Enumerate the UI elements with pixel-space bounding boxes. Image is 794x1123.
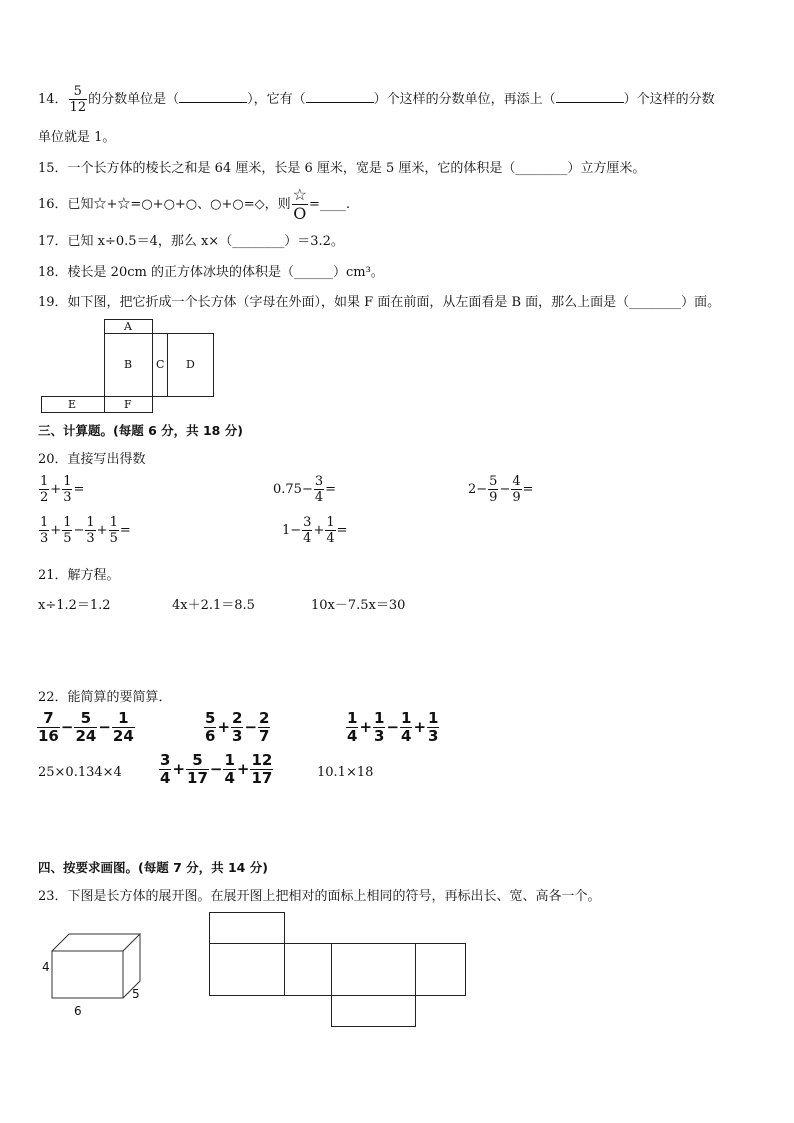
frac-den: 4 <box>401 727 412 745</box>
frac-num: 12 <box>251 751 273 769</box>
frac-num: 1 <box>63 515 72 530</box>
cuboid-top-face <box>52 934 140 951</box>
frac-num: 1 <box>326 515 335 530</box>
q14-number: 14． <box>38 92 68 107</box>
face-d-label: D <box>186 358 195 371</box>
operator: + <box>236 760 250 778</box>
question-18: 18．棱长是 20cm 的正方体冰块的体积是（______）cm³。 <box>38 265 384 280</box>
frac-num: 5 <box>205 709 216 727</box>
frac-num: 1 <box>347 709 358 727</box>
equals: = <box>325 482 337 497</box>
operator: + <box>50 523 62 538</box>
frac-den: 24 <box>112 727 134 745</box>
operator: − <box>386 718 400 736</box>
frac-num: 1 <box>112 710 135 728</box>
frac-num: 1 <box>86 515 95 530</box>
frac-num: 1 <box>428 709 439 727</box>
equals: = <box>336 523 348 538</box>
face-a-label: A <box>124 320 132 333</box>
operator: + <box>313 523 325 538</box>
q14-frac-den: 12 <box>69 100 87 115</box>
section-3-heading: 三、计算题。(每题 6 分，共 18 分) <box>38 423 243 438</box>
question-23: 23．下图是长方体的展开图。在展开图上把相对的面标上相同的符号，再标出长、宽、高各一个。 <box>38 889 601 904</box>
frac-den: 3 <box>40 531 49 546</box>
net2-face-3[interactable] <box>331 943 416 996</box>
operator: + <box>172 760 186 778</box>
operator: + <box>50 482 62 497</box>
question-19: 19．如下图，把它折成一个长方体（字母在外面），如果 F 面在前面，从左面看是 B 面，那么上面是（________）面。 <box>38 295 721 310</box>
operator: − <box>60 718 74 736</box>
equals: = <box>119 523 131 538</box>
frac-den: 4 <box>160 769 171 787</box>
cuboid-width-label: 5 <box>132 987 140 1001</box>
frac-num: 2 <box>259 709 270 727</box>
operator: − <box>499 482 511 497</box>
frac-den: 5 <box>109 531 118 546</box>
frac-num: 1 <box>224 751 235 769</box>
frac-num: 1 <box>63 474 72 489</box>
net2-face-1[interactable] <box>209 943 285 996</box>
q16-text-2: =____. <box>308 197 350 212</box>
question-20: 20．直接写出得数 <box>38 452 146 467</box>
frac-den: 4 <box>314 490 324 505</box>
question-15: 15．一个长方体的棱长之和是 64 厘米，长是 6 厘米，宽是 5 厘米，它的体积是（________）立方厘米。 <box>38 161 646 176</box>
frac-num: 1 <box>374 709 385 727</box>
equals: = <box>522 482 534 497</box>
operator: − <box>73 523 85 538</box>
frac-den: 3 <box>86 531 95 546</box>
frac-den: 5 <box>63 531 72 546</box>
frac-den: 24 <box>75 727 97 745</box>
q16-circle: O <box>293 204 307 223</box>
cuboid-height-label: 4 <box>42 960 50 974</box>
frac-num: 5 <box>74 710 97 728</box>
operator: + <box>359 718 373 736</box>
q16-text-1: 16．已知☆+☆=○+○+○、○+○=◇，则 <box>38 197 291 212</box>
section-4-heading: 四、按要求画图。(每题 7 分，共 14 分) <box>38 860 268 875</box>
frac-num: 3 <box>303 515 312 530</box>
equation-21-1: x÷1.2＝1.2 <box>38 598 111 613</box>
frac-den: 9 <box>512 490 521 505</box>
frac-den: 3 <box>374 727 385 745</box>
face-e-label: E <box>68 398 77 411</box>
prefix: 0.75− <box>273 482 313 497</box>
frac-den: 4 <box>224 769 235 787</box>
operator: + <box>413 718 427 736</box>
frac-den: 2 <box>40 490 49 505</box>
frac-den: 7 <box>259 727 270 745</box>
frac-num: 4 <box>512 474 521 489</box>
q14-text-2: ），它有（ <box>247 92 306 107</box>
question-17: 17．已知 x÷0.5＝4，那么 x×（________）＝3.2。 <box>38 234 344 249</box>
frac-den: 4 <box>347 727 358 745</box>
frac-den: 4 <box>303 531 312 546</box>
frac-num: 2 <box>232 709 243 727</box>
operator: − <box>98 718 111 736</box>
frac-num: 3 <box>314 474 324 489</box>
question-22: 22．能简算的要简算． <box>38 690 172 705</box>
frac-num: 5 <box>186 752 209 770</box>
frac-num: 1 <box>40 515 49 530</box>
frac-den: 3 <box>63 490 72 505</box>
calc22-d: 25×0.134×4 <box>38 765 122 780</box>
face-c-label: C <box>156 358 165 371</box>
frac-num: 1 <box>401 709 412 727</box>
frac-num: 1 <box>109 515 118 530</box>
frac-den: 4 <box>326 531 335 546</box>
q14-text-3: ）个这样的分数单位，再添上（ <box>373 92 556 107</box>
frac-num: 5 <box>489 474 498 489</box>
q16-star: ☆ <box>292 185 307 204</box>
operator: + <box>217 718 231 736</box>
equation-21-3: 10x－7.5x＝30 <box>311 598 406 613</box>
frac-den: 16 <box>38 727 59 745</box>
prefix: 1− <box>282 523 302 538</box>
q14-line-2: 单位就是 1。 <box>38 130 116 145</box>
question-21: 21．解方程。 <box>38 568 120 583</box>
cuboid-length-label: 6 <box>74 1004 82 1018</box>
cuboid-front-face <box>52 951 123 998</box>
frac-num: 3 <box>160 751 171 769</box>
face-f-label: F <box>124 398 132 411</box>
frac-num: 7 <box>37 710 60 728</box>
q14-frac-num: 5 <box>69 84 88 100</box>
frac-den: 3 <box>232 727 243 745</box>
operator: − <box>209 760 223 778</box>
frac-den: 17 <box>251 769 273 787</box>
face-b-label: B <box>124 358 133 371</box>
frac-num: 1 <box>40 474 49 489</box>
q14-text-4: ）个这样的分数 <box>623 92 715 107</box>
operator: + <box>96 523 108 538</box>
net2-face-4[interactable] <box>415 943 466 996</box>
frac-den: 6 <box>205 727 216 745</box>
net2-face-2[interactable] <box>284 943 332 996</box>
frac-den: 9 <box>489 490 498 505</box>
equation-21-2: 4x＋2.1＝8.5 <box>172 598 255 613</box>
calc22-f: 10.1×18 <box>317 765 374 780</box>
prefix: 2− <box>468 482 488 497</box>
q14-text-1: 的分数单位是（ <box>88 92 180 107</box>
net2-face-top[interactable] <box>209 912 285 944</box>
net2-face-bottom[interactable] <box>331 995 416 1027</box>
frac-den: 3 <box>428 727 439 745</box>
equals: = <box>73 482 85 497</box>
frac-den: 17 <box>187 769 208 787</box>
operator: − <box>244 718 258 736</box>
